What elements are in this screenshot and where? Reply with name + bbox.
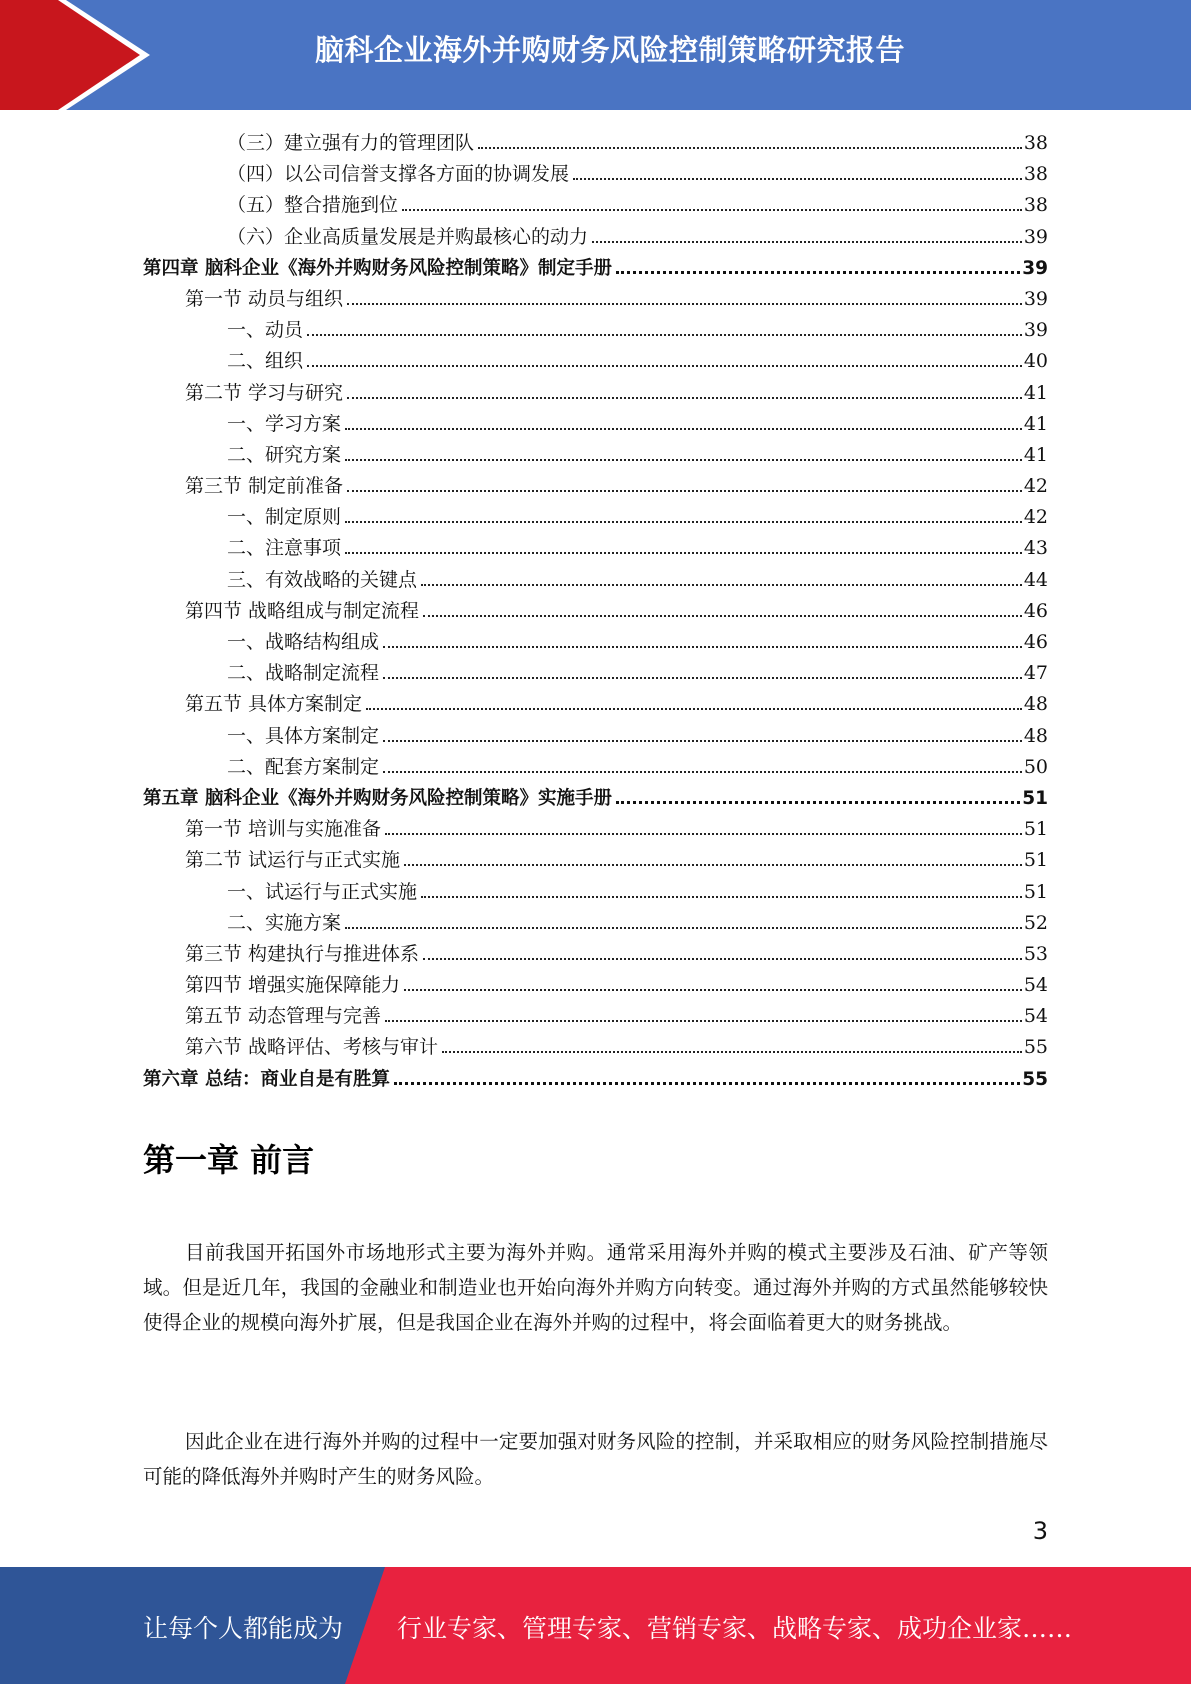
toc-dot-leader — [383, 646, 1022, 648]
toc-entry-label: 一、战略结构组成 — [227, 631, 380, 653]
page-footer — [0, 1567, 1191, 1684]
toc-entry-page: 51 — [1022, 787, 1048, 809]
toc-dot-leader — [347, 397, 1022, 399]
toc-dot-leader — [347, 490, 1022, 492]
body-paragraph: 目前我国开拓国外市场地形式主要为海外并购。通常采用海外并购的模式主要涉及石油、矿产等领域。但是近几年，我国的金融业和制造业也开始向海外并购方向转变。通过海外并购的方式虽然能够较快使得企业的规模向海外扩展，但是我国企业在海外并购的过程中，将会面临着更大的财务挑战。 — [143, 1241, 1048, 1334]
toc-dot-leader — [366, 708, 1022, 710]
toc-dot-leader — [345, 552, 1022, 554]
toc-dot-leader — [345, 428, 1022, 430]
toc-entry[interactable] — [143, 596, 1048, 627]
toc-entry-label: 第四节 战略组成与制定流程 — [185, 599, 420, 622]
toc-entry-page: 55 — [1023, 1036, 1048, 1059]
toc-dot-leader — [421, 584, 1022, 586]
toc-dot-leader — [423, 958, 1022, 960]
toc-entry-label: （五）整合措施到位 — [227, 194, 399, 217]
toc-entry-label: 第四章 脑科企业《海外并购财务风险控制策略》制定手册 — [143, 257, 612, 279]
page-header — [0, 0, 1191, 110]
toc-dot-leader — [423, 615, 1022, 617]
header-title: 脑科企业海外并购财务风险控制策略研究报告 — [314, 33, 905, 67]
toc-entry-page: 53 — [1023, 942, 1048, 965]
toc-entry[interactable] — [143, 814, 1048, 845]
toc-entry[interactable] — [143, 658, 1048, 689]
toc-entry-page: 48 — [1023, 693, 1048, 716]
toc-entry[interactable] — [143, 502, 1048, 533]
toc-entry[interactable] — [143, 877, 1048, 908]
toc-entry-label: 第五章 脑科企业《海外并购财务风险控制策略》实施手册 — [143, 787, 612, 809]
toc-entry[interactable] — [143, 440, 1048, 471]
toc-entry-label: （三）建立强有力的管理团队 — [227, 132, 475, 154]
toc-entry-label: 二、研究方案 — [227, 443, 342, 466]
toc-dot-leader — [573, 178, 1022, 180]
toc-dot-leader — [307, 365, 1022, 367]
toc-dot-leader — [307, 334, 1022, 336]
toc-dot-leader — [345, 927, 1022, 929]
toc-dot-leader — [383, 740, 1022, 742]
toc-dot-leader — [442, 1051, 1022, 1053]
toc-entry-label: 二、注意事项 — [227, 537, 342, 560]
toc-entry-page: 40 — [1023, 350, 1048, 373]
toc-dot-leader — [394, 1082, 1020, 1085]
toc-entry-label: 一、学习方案 — [227, 412, 342, 435]
toc-entry[interactable] — [143, 1032, 1048, 1063]
toc-entry[interactable] — [143, 1064, 1048, 1095]
toc-entry-page: 47 — [1023, 662, 1048, 685]
toc-entry[interactable] — [143, 284, 1048, 315]
toc-dot-leader — [592, 241, 1022, 243]
toc-dot-leader — [345, 459, 1022, 461]
toc-entry-page: 42 — [1023, 475, 1048, 498]
toc-entry-label: 一、制定原则 — [227, 506, 342, 529]
toc-entry-page: 38 — [1023, 163, 1048, 186]
toc-entry[interactable] — [143, 970, 1048, 1001]
toc-dot-leader — [402, 209, 1022, 211]
toc-entry-label: 二、配套方案制定 — [227, 755, 380, 778]
toc-entry-page: 39 — [1023, 287, 1048, 310]
toc-entry-label: 一、试运行与正式实施 — [227, 880, 418, 903]
toc-dot-leader — [383, 677, 1022, 679]
toc-dot-leader — [478, 147, 1022, 149]
toc-entry-page: 52 — [1023, 911, 1048, 934]
toc-entry-page: 38 — [1023, 194, 1048, 217]
toc-entry-label: 三、有效战略的关键点 — [227, 568, 418, 591]
toc-entry[interactable] — [143, 128, 1048, 159]
toc-entry[interactable] — [143, 159, 1048, 190]
toc-entry-label: 第五节 动态管理与完善 — [185, 1005, 382, 1028]
toc-entry[interactable] — [143, 471, 1048, 502]
toc-entry-label: （六）企业高质量发展是并购最核心的动力 — [227, 225, 589, 248]
footer-slogan-right: 行业专家、管理专家、营销专家、战略专家、成功企业家…… — [397, 1614, 1073, 1643]
footer-slogan-left: 让每个人都能成为 — [143, 1614, 344, 1643]
toc-entry-page: 54 — [1023, 974, 1048, 997]
toc-entry[interactable] — [143, 315, 1048, 346]
toc-dot-leader — [385, 1020, 1022, 1022]
toc-entry-page: 42 — [1023, 506, 1048, 529]
toc-entry-page: 39 — [1023, 319, 1048, 342]
toc-entry-label: 第三节 制定前准备 — [185, 475, 344, 498]
body-paragraph: 因此企业在进行海外并购的过程中一定要加强对财务风险的控制，并采取相应的财务风险控制措施尽可能的降低海外并购时产生的财务风险。 — [143, 1430, 1048, 1488]
toc-entry[interactable] — [143, 845, 1048, 876]
toc-dot-leader — [616, 271, 1020, 274]
toc-dot-leader — [421, 896, 1022, 898]
toc-entry-label: 二、组织 — [227, 350, 304, 373]
toc-entry-label: 第一节 动员与组织 — [185, 287, 344, 310]
toc-dot-leader — [347, 303, 1022, 305]
toc-entry[interactable] — [143, 627, 1048, 658]
table-of-contents — [143, 128, 1048, 1095]
toc-entry-label: 第二节 试运行与正式实施 — [185, 849, 401, 872]
toc-entry-page: 41 — [1023, 443, 1048, 466]
toc-entry-page: 48 — [1023, 724, 1048, 747]
toc-entry[interactable] — [143, 689, 1048, 720]
toc-entry[interactable] — [143, 253, 1048, 284]
toc-entry-page: 41 — [1023, 381, 1048, 404]
toc-entry-page: 54 — [1023, 1005, 1048, 1028]
toc-dot-leader — [383, 771, 1022, 773]
toc-entry-page: 46 — [1023, 631, 1048, 653]
toc-entry[interactable] — [143, 721, 1048, 752]
toc-dot-leader — [404, 989, 1022, 991]
toc-entry[interactable] — [143, 908, 1048, 939]
toc-entry[interactable] — [143, 1001, 1048, 1032]
toc-entry-page: 51 — [1023, 818, 1048, 841]
toc-entry-page: 50 — [1023, 755, 1048, 778]
toc-dot-leader — [345, 521, 1022, 523]
toc-entry-label: 第四节 增强实施保障能力 — [185, 974, 401, 997]
toc-entry-label: 第六节 战略评估、考核与审计 — [185, 1036, 439, 1059]
toc-entry-label: 一、动员 — [227, 319, 304, 342]
toc-entry-label: 第二节 学习与研究 — [185, 381, 344, 404]
toc-dot-leader — [404, 864, 1022, 866]
toc-dot-leader — [385, 833, 1022, 835]
toc-entry-label: 第五节 具体方案制定 — [185, 693, 363, 716]
toc-entry[interactable] — [143, 409, 1048, 440]
toc-entry-label: 第三节 构建执行与推进体系 — [185, 942, 420, 965]
toc-entry-page: 51 — [1023, 880, 1048, 903]
toc-entry[interactable] — [143, 939, 1048, 970]
toc-entry[interactable] — [143, 378, 1048, 409]
toc-entry-label: 第六章 总结：商业自是有胜算 — [143, 1068, 390, 1090]
toc-entry-label: 二、战略制定流程 — [227, 662, 380, 685]
page-number: 3 — [1032, 1517, 1048, 1545]
toc-entry-page: 38 — [1023, 132, 1048, 154]
toc-entry-page: 39 — [1023, 225, 1048, 248]
toc-entry-page: 41 — [1023, 412, 1048, 435]
toc-entry-page: 51 — [1023, 849, 1048, 872]
toc-entry[interactable] — [143, 346, 1048, 377]
toc-entry[interactable] — [143, 565, 1048, 596]
toc-entry-page: 46 — [1023, 599, 1048, 622]
toc-entry-page: 39 — [1022, 257, 1048, 279]
chapter-title: 第一章 前言 — [143, 1141, 315, 1179]
toc-entry[interactable] — [143, 752, 1048, 783]
toc-entry[interactable] — [143, 190, 1048, 221]
toc-entry-page: 43 — [1023, 537, 1048, 560]
toc-dot-leader — [616, 801, 1020, 804]
toc-entry-label: 第一节 培训与实施准备 — [185, 818, 382, 841]
toc-entry-page: 44 — [1023, 568, 1048, 591]
toc-entry-label: （四）以公司信誉支撑各方面的协调发展 — [227, 163, 570, 186]
toc-entry-page: 55 — [1022, 1068, 1048, 1090]
toc-entry[interactable] — [143, 533, 1048, 564]
toc-entry-label: 二、实施方案 — [227, 911, 342, 934]
toc-entry[interactable] — [143, 783, 1048, 814]
toc-entry[interactable] — [143, 222, 1048, 253]
toc-entry-label: 一、具体方案制定 — [227, 724, 380, 747]
